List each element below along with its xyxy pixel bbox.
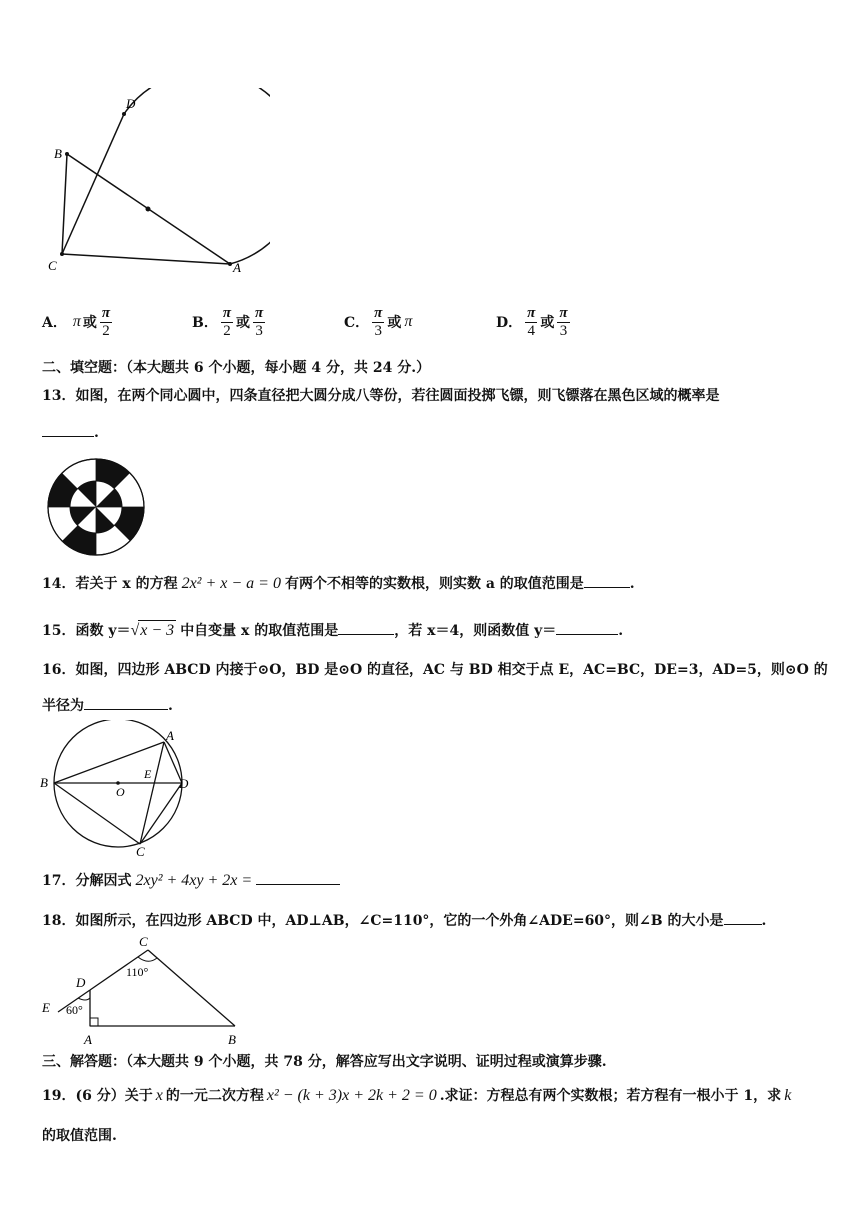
q14-text: 14．若关于 x 的方程 2x² + x − a = 0 有两个不相等的实数根，则实数 a 的取值范围是 . <box>42 575 635 592</box>
q16-figure <box>38 720 198 860</box>
q19-line-2: 的取值范围. <box>42 1128 117 1144</box>
label-c: C <box>139 934 148 949</box>
circle-arc <box>124 88 270 264</box>
q19-equation: x² − (k + 3)x + 2k + 2 = 0 <box>266 1087 437 1104</box>
label-d: D <box>179 776 189 791</box>
q16-line-2: 半径为 . <box>42 695 173 716</box>
q13-text: 13．如图，在两个同心圆中，四条直径把大圆分成八等份，若往圆面投掷飞镖，则飞镖落在黑色区域的概率是 <box>42 388 720 404</box>
label-e: E <box>144 767 152 781</box>
q13-answer: . <box>42 422 99 443</box>
label-c: C <box>48 258 57 273</box>
label-c: C <box>136 844 145 859</box>
q14-blank[interactable] <box>584 573 630 588</box>
angle-d-label: 60° <box>66 1003 83 1017</box>
q13-dartboard-figure <box>44 455 148 559</box>
q17-blank[interactable] <box>256 870 340 885</box>
label-a: A <box>84 1032 92 1047</box>
q18-figure <box>38 932 248 1050</box>
q13-blank[interactable] <box>42 422 94 437</box>
center-point <box>146 207 151 212</box>
label-b: B <box>40 775 48 790</box>
q15-blank-1[interactable] <box>338 620 394 635</box>
label-a: A <box>233 260 241 275</box>
label-o: O <box>116 785 125 799</box>
option-c[interactable]: C． $\frac{\pi}{3}$ 或 π <box>344 304 413 339</box>
q14-equation: 2x² + x − a = 0 <box>181 575 281 592</box>
segment-dc <box>62 114 124 254</box>
q18-text: 18．如图所示，在四边形 ABCD 中，AD⊥AB，∠C=110°，它的一个外角∠ADE=60°，则∠B 的大小是 . <box>42 910 766 931</box>
angle-c-label: 110° <box>126 965 149 979</box>
segment-ca <box>62 254 230 264</box>
q16-blank[interactable] <box>84 695 168 710</box>
section2-heading: 二、填空题：（本大题共 6 个小题，每小题 4 分，共 24 分.） <box>42 360 431 376</box>
section3-heading: 三、解答题：（本大题共 9 个小题，共 78 分，解答应写出文字说明、证明过程或演算步骤. <box>42 1054 607 1070</box>
label-d: D <box>126 96 136 111</box>
label-a: A <box>166 728 174 743</box>
label-d: D <box>76 975 86 990</box>
q15-blank-2[interactable] <box>556 620 618 635</box>
label-b: B <box>228 1032 236 1047</box>
q12-figure <box>40 88 270 288</box>
q15-text: 15．函数 y＝√x − 3 中自变量 x 的取值范围是 ，若 x＝4，则函数值 y＝ . <box>42 622 624 639</box>
q15-radicand: x − 3 <box>140 622 175 639</box>
q17-expression: 2xy² + 4xy + 2x = <box>135 872 253 889</box>
q16-line-1: 16．如图，四边形 ABCD 内接于⊙O，BD 是⊙O 的直径，AC 与 BD 相交于点 E，AC=BC，DE=3，AD=5，则⊙O 的 <box>42 662 828 678</box>
option-d[interactable]: D． $\frac{\pi}{4}$ 或 $\frac{\pi}{3}$ <box>496 304 568 339</box>
label-b: B <box>54 146 62 161</box>
option-a[interactable]: A． π 或 $\frac{\pi}{2}$ <box>42 304 111 339</box>
segment-bc <box>62 154 67 254</box>
q17-text: 17．分解因式 2xy² + 4xy + 2x = <box>42 870 340 891</box>
option-b[interactable]: B． $\frac{\pi}{2}$ 或 $\frac{\pi}{3}$ <box>192 304 264 339</box>
q18-blank[interactable] <box>724 910 762 925</box>
q19-line-1: 19．(6 分）关于 x 的一元二次方程 x² − (k + 3)x + 2k + 2 = 0 .求证：方程总有两个实数根；若方程有一根小于 1，求 k <box>42 1087 792 1104</box>
label-e: E <box>42 1000 50 1015</box>
